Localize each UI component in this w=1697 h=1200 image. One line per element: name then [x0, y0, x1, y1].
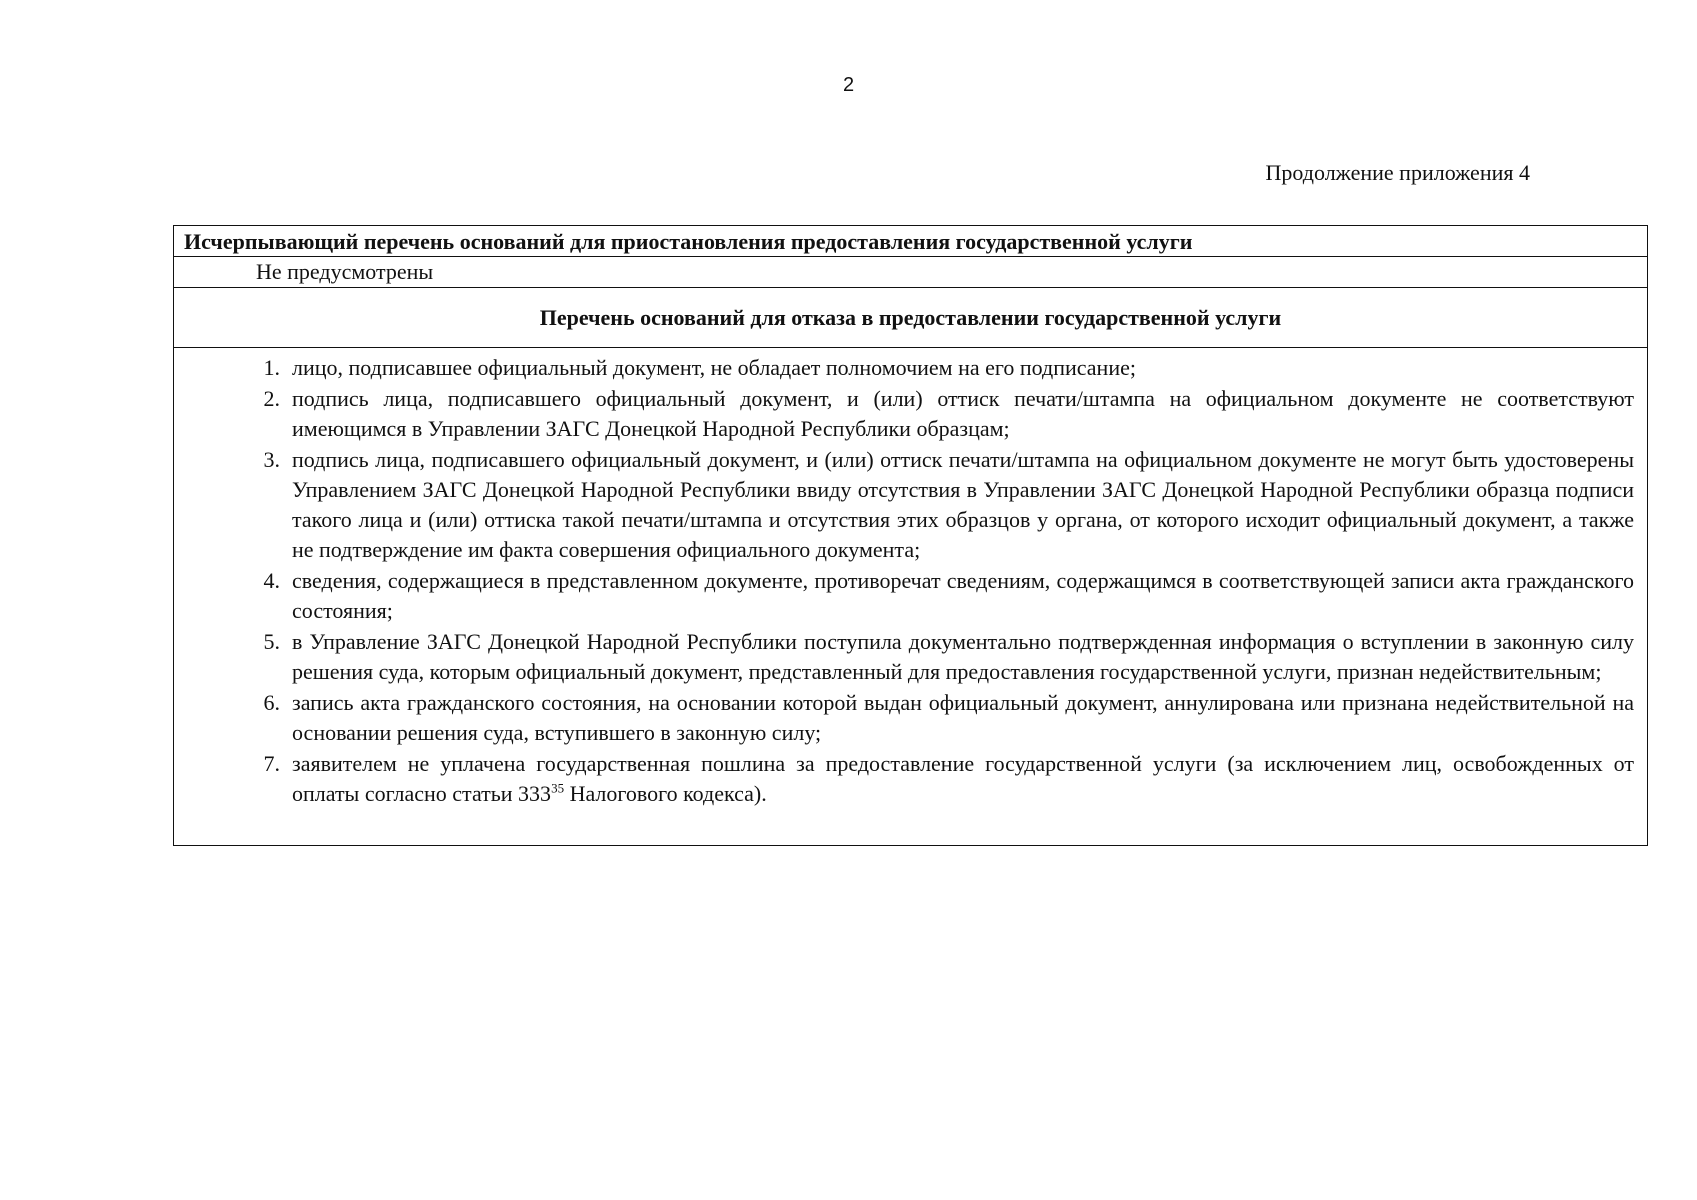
- list-item-text-part: Налогового кодекса).: [564, 781, 767, 806]
- list-item: [174, 353, 1634, 383]
- list-item-text: [292, 749, 1634, 809]
- list-item: [174, 384, 1634, 444]
- list-item-text: сведения, содержащиеся в представленном документе, противоречат сведениям, содержащимся в соответствующей записи акта гражданского состояния;: [292, 568, 1634, 623]
- list-item: [174, 688, 1634, 748]
- list-item-number: 6.: [263, 690, 280, 715]
- list-item-number: 2.: [263, 386, 280, 411]
- list-item-text: запись акта гражданского состояния, на основании которой выдан официальный документ, аннулирована или признана недействительной на основании решения суда, вступившего в законную силу;: [292, 690, 1634, 745]
- list-item-text: в Управление ЗАГС Донецкой Народной Республики поступила документально подтвержденная информация о вступлении в законную силу решения суда, которым официальный документ, представленный для предоставления государственной услуги, признан недействительным;: [292, 629, 1634, 684]
- list-item: [174, 627, 1634, 687]
- list-item: [174, 445, 1634, 565]
- article-superscript: 35: [551, 780, 565, 796]
- refusal-grounds-list-cell: [174, 348, 1647, 845]
- suspension-grounds-title: Исчерпывающий перечень оснований для приостановления предоставления государственной услуги: [174, 226, 1647, 257]
- refusal-grounds-list: [174, 353, 1634, 809]
- list-item-text: подпись лица, подписавшего официальный документ, и (или) оттиск печати/штампа на официальном документе не соответствуют имеющимся в Управлении ЗАГС Донецкой Народной Республики образцам;: [292, 386, 1634, 441]
- list-item-text: лицо, подписавшее официальный документ, не обладает полномочием на его подписание;: [292, 355, 1136, 380]
- suspension-grounds-value: Не предусмотрены: [174, 257, 1647, 288]
- list-item: [174, 566, 1634, 626]
- refusal-grounds-heading: Перечень оснований для отказа в предоставлении государственной услуги: [174, 288, 1647, 348]
- list-item-number: 3.: [263, 447, 280, 472]
- list-item: [174, 749, 1634, 809]
- appendix-continuation-note: Продолжение приложения 4: [1265, 160, 1530, 185]
- page-number: 2: [842, 74, 855, 96]
- list-item-number: 4.: [263, 568, 280, 593]
- list-item-number: 7.: [263, 751, 280, 776]
- grounds-table: [173, 225, 1648, 846]
- list-item-number: 5.: [263, 629, 280, 654]
- list-item-number: 1.: [263, 355, 280, 380]
- list-item-text: подпись лица, подписавшего официальный документ, и (или) оттиск печати/штампа на официальном документе не могут быть удостоверены Управлением ЗАГС Донецкой Народной Республики ввиду отсутствия в Управлении ЗАГС Донецкой Народной Республики образца подписи такого лица и (или) оттиска такой печати/штампа и отсутствия этих образцов у органа, от которого исходит официальный документ, а также не подтверждение им факта совершения официального документа;: [292, 447, 1634, 562]
- list-item-text-part: заявителем не уплачена государственная пошлина за предоставление государственной услуги (за исключением лиц, освобожденных от оплаты согласно статьи 333: [292, 751, 1634, 806]
